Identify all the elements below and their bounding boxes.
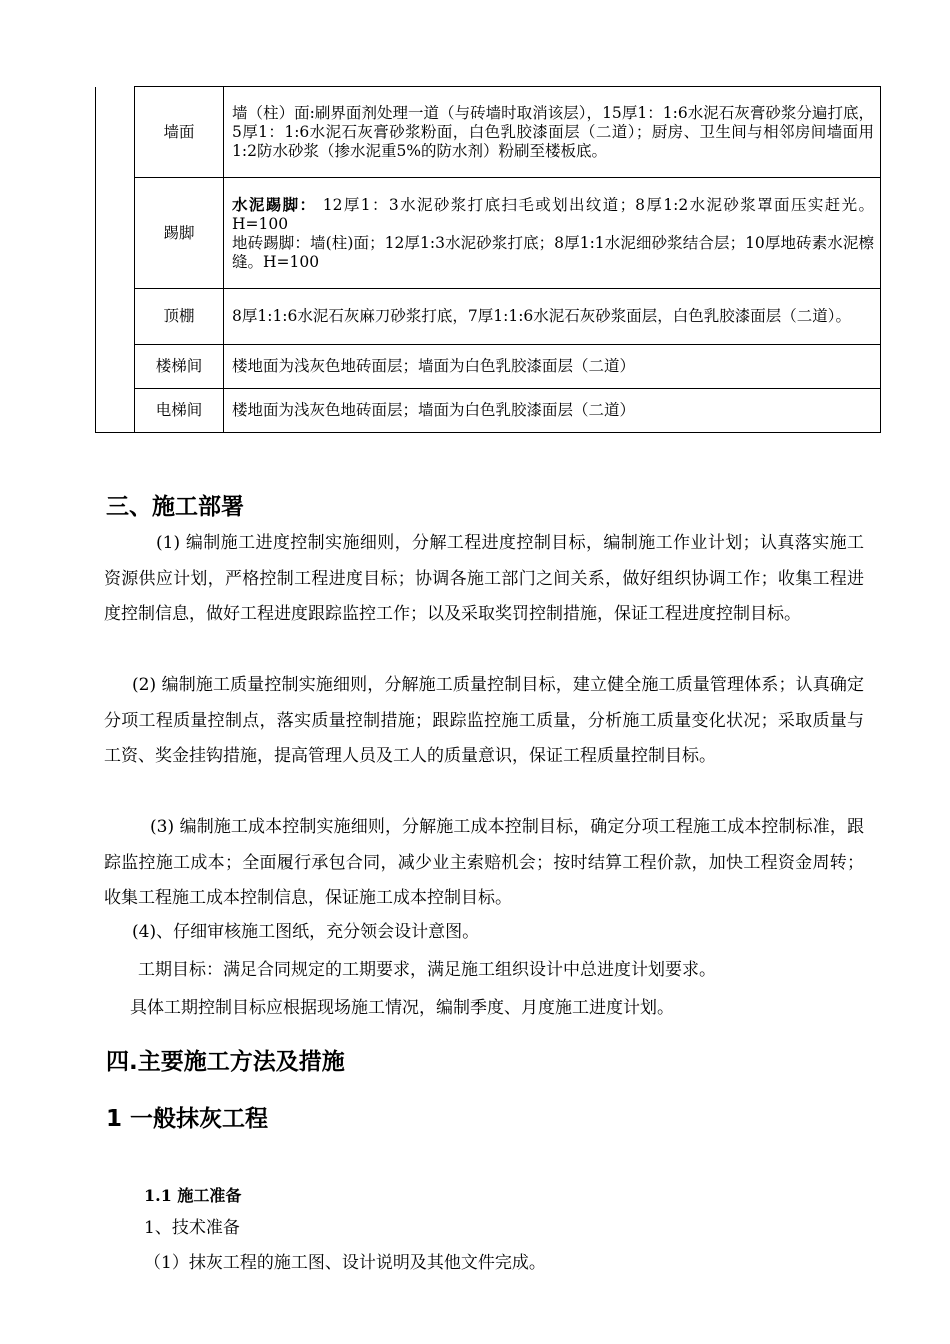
row-desc: 8厚1:1:6水泥石灰麻刀砂浆打底，7厚1:1:6水泥石灰砂浆面层，白色乳胶漆面层（二道）。 — [224, 289, 881, 345]
table-row — [96, 345, 881, 389]
row-desc: 楼地面为浅灰色地砖面层；墙面为白色乳胶漆面层（二道） — [224, 345, 881, 389]
paragraph: (3) 编制施工成本控制实施细则，分解施工成本控制目标，确定分项工程施工成本控制标准，跟踪监控施工成本；全面履行承包合同，减少业主索赔机会；按时结算工程价款，加快工程资金周转；收集工程施工成本控制信息，保证施工成本控制目标。 — [104, 817, 864, 908]
paragraph: (1) 编制施工进度控制实施细则，分解工程进度控制目标，编制施工作业计划；认真落实施工资源供应计划，严格控制工程进度目标；协调各施工部门之间关系，做好组织协调工作；收集工程进度控制信息，做好工程进度跟踪监控工作；以及采取奖罚控制措施，保证工程进度控制目标。 — [104, 533, 864, 624]
table-row — [96, 389, 881, 433]
subsection-title: 1 一般抹灰工程 — [106, 1106, 269, 1132]
table-outer-column — [96, 87, 135, 433]
section-title: 三、施工部署 — [106, 494, 244, 520]
section-title: 四.主要施工方法及措施 — [106, 1049, 345, 1075]
row-name: 墙面 — [135, 87, 224, 178]
row-desc — [224, 178, 881, 289]
paragraph: 工期目标：满足合同规定的工期要求，满足施工组织设计中总进度计划要求。 — [138, 960, 716, 980]
paragraph: (4)、仔细审核施工图纸，充分领会设计意图。 — [132, 922, 480, 942]
row-name: 楼梯间 — [135, 345, 224, 389]
paragraph: (2) 编制施工质量控制实施细则，分解施工质量控制目标，建立健全施工质量管理体系；认真确定分项工程质量控制点，落实质量控制措施；跟踪监控施工质量，分析施工质量变化状况；采取质量与工资、奖金挂钩措施，提高管理人员及工人的质量意识，保证工程质量控制目标。 — [104, 675, 864, 766]
finish-spec-table — [95, 86, 881, 433]
row-desc: 楼地面为浅灰色地砖面层；墙面为白色乳胶漆面层（二道） — [224, 389, 881, 433]
skirting-tile: 地砖踢脚：墙(柱)面；12厚1:3水泥砂浆打底；8厚1:1水泥细砂浆结合层；10厚地砖素水泥檫缝。H=100 — [232, 233, 874, 271]
list-item: 1、技术准备 — [144, 1218, 240, 1238]
row-name: 踢脚 — [135, 178, 224, 289]
row-desc: 墙（柱）面:刷界面剂处理一道（与砖墙时取消该层），15厚1：1:6水泥石灰膏砂浆分遍打底，5厚1：1:6水泥石灰膏砂浆粉面，白色乳胶漆面层（二道）；厨房、卫生间与相邻房间墙面用1:2防水砂浆（掺水泥重5%的防水剂）粉刷至楼板底。 — [224, 87, 881, 178]
table-row — [96, 178, 881, 289]
list-item: （1）抹灰工程的施工图、设计说明及其他文件完成。 — [144, 1253, 546, 1273]
row-name: 顶棚 — [135, 289, 224, 345]
bold-prefix: 水泥踢脚： — [232, 194, 317, 214]
table-row — [96, 87, 881, 178]
subsection-heading: 1.1 施工准备 — [144, 1186, 242, 1205]
skirting-cement — [232, 195, 874, 234]
table-row — [96, 289, 881, 345]
row-name: 电梯间 — [135, 389, 224, 433]
row-text: 12厚1：3水泥砂浆打底扫毛或划出纹道；8厚1:2水泥砂浆罩面压实赶光。H=100 — [232, 195, 874, 233]
paragraph: 具体工期控制目标应根据现场施工情况，编制季度、月度施工进度计划。 — [130, 998, 674, 1018]
